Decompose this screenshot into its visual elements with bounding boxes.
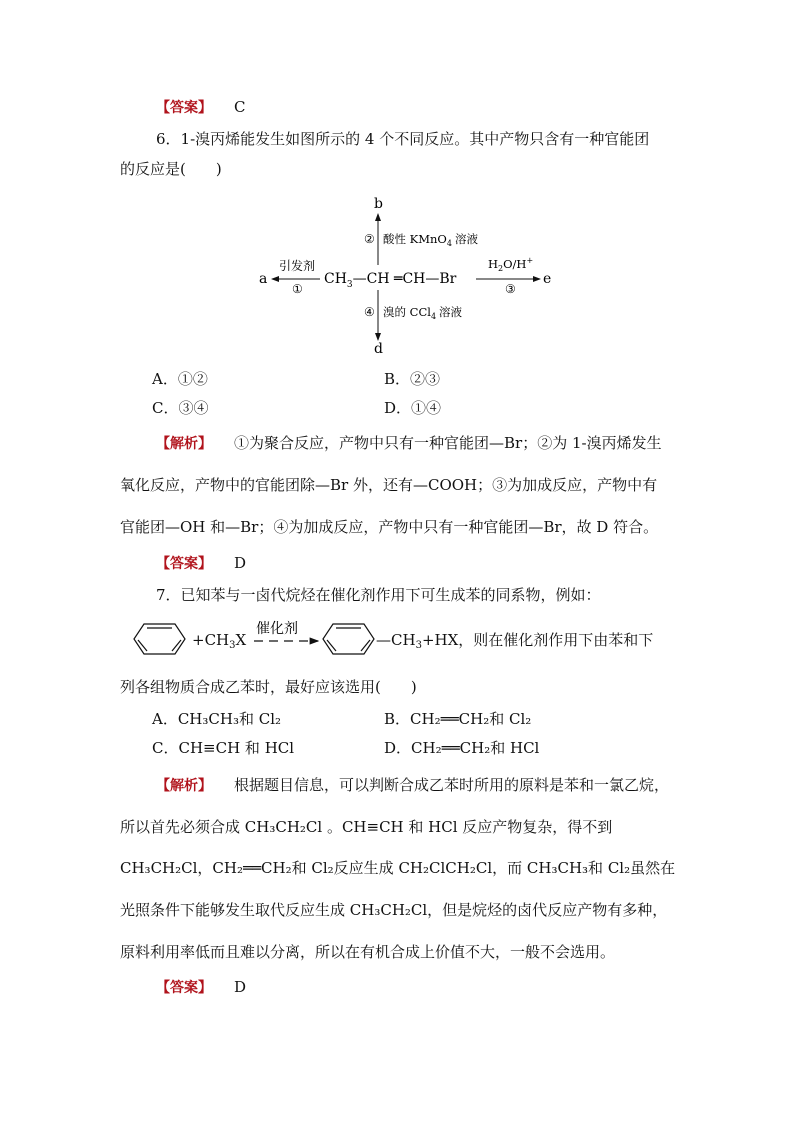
q6-answer — [156, 553, 246, 574]
q7-analysis-1: 根据题目信息，可以判断合成乙苯时所用的原料是苯和一氯乙烷， — [234, 776, 670, 794]
q7-analysis-3: CH₃CH₂Cl，CH₂══CH₂和 Cl₂反应生成 CH₂ClCH₂Cl，而 CH₃CH₃和 Cl₂虽然在 — [120, 859, 676, 877]
q7-number: 7． — [156, 586, 181, 604]
q7-stem-1: 已知苯与一卤代烷烃在催化剂作用下可生成苯的同系物，例如： — [180, 586, 601, 604]
q6-stem-1: 1-溴丙烯能发生如图所示的 4 个不同反应。其中产物只含有一种官能团 — [180, 130, 650, 148]
r1-num: ① — [292, 282, 303, 296]
q6-stem-2: 的反应是( ) — [120, 160, 222, 178]
q7-analysis-5: 原料利用率低而且难以分离，所以在有机合成上价值不大，一般不会选用。 — [120, 943, 616, 961]
q7-eq-product: $—CH_3+HX$，则在催化剂作用下由苯和下 — [376, 631, 654, 651]
catalyst-label: 催化剂 — [256, 621, 298, 637]
r2-text: 酸性 KMnO$_4$ 溶液 — [383, 232, 478, 248]
q6-option-c: C．③④ — [152, 399, 209, 417]
label-b: b — [374, 196, 383, 212]
q7-option-d: D．CH₂══CH₂和 HCl — [384, 739, 540, 757]
q6-option-a: A．①② — [152, 370, 208, 388]
q6-option-b: B．②③ — [384, 370, 441, 388]
q6-number: 6． — [156, 130, 181, 148]
answer-label: 【答案】 — [156, 100, 212, 116]
q7-stem-3: 列各组物质合成乙苯时，最好应该选用( ) — [120, 678, 417, 696]
q7-analysis-2: 所以首先必须合成 CH₃CH₂Cl 。CH≡CH 和 HCl 反应产物复杂，得不到 — [120, 818, 613, 836]
q7-stem-line1 — [156, 585, 601, 605]
answer-prev — [156, 97, 245, 118]
q6-analysis-3: 官能团—OH 和—Br；④为加成反应，产物中只有一种官能团—Br，故 D 符合。 — [120, 518, 659, 536]
q7-option-b: B．CH₂══CH₂和 Cl₂ — [384, 710, 532, 728]
q6-option-d: D．①④ — [384, 399, 442, 417]
label-a: a — [259, 271, 268, 287]
analysis-label: 【解析】 — [156, 778, 212, 794]
q7-answer — [156, 977, 246, 998]
benzene-ring-1 — [134, 624, 185, 654]
r2-num: ② — [364, 232, 375, 246]
analysis-label: 【解析】 — [156, 436, 212, 452]
benzene-ring-2 — [323, 624, 374, 654]
q6-stem-line2 — [120, 159, 222, 179]
q6-stem-line1 — [156, 129, 649, 149]
r3-num: ③ — [505, 282, 516, 296]
q7-option-a: A．CH₃CH₃和 Cl₂ — [152, 710, 282, 728]
label-e: e — [543, 271, 552, 287]
label-d: d — [374, 341, 383, 357]
r4-num: ④ — [364, 305, 375, 319]
center-formula: $CH_3—CH$ ═CH—Br — [324, 271, 457, 290]
r1-top: 引发剂 — [279, 259, 316, 273]
answer-label: 【答案】 — [156, 980, 212, 996]
q7-analysis-4: 光照条件下能够发生取代反应生成 CH₃CH₂Cl，但是烷烃的卤代反应产物有多种， — [120, 901, 668, 919]
answer-value: D — [234, 554, 247, 572]
q7-option-c: C．CH≡CH 和 HCl — [152, 739, 295, 757]
answer-label: 【答案】 — [156, 556, 212, 572]
answer-value: C — [234, 98, 246, 116]
r4-text: 溴的 CCl$_4$ 溶液 — [383, 305, 463, 321]
answer-value: D — [234, 978, 247, 996]
q6-analysis-2: 氧化反应，产物中的官能团除—Br 外，还有—COOH；③为加成反应，产物中有 — [120, 476, 658, 494]
r3-top: $H_2O/H^+$ — [488, 256, 534, 273]
q7-analysis-line1 — [156, 775, 669, 796]
q6-analysis-1: ①为聚合反应，产物中只有一种官能团—Br；②为 1-溴丙烯发生 — [234, 434, 662, 452]
q7-eq-reagent: $+CH_3X$ — [192, 631, 247, 651]
q6-analysis-line1 — [156, 433, 662, 454]
